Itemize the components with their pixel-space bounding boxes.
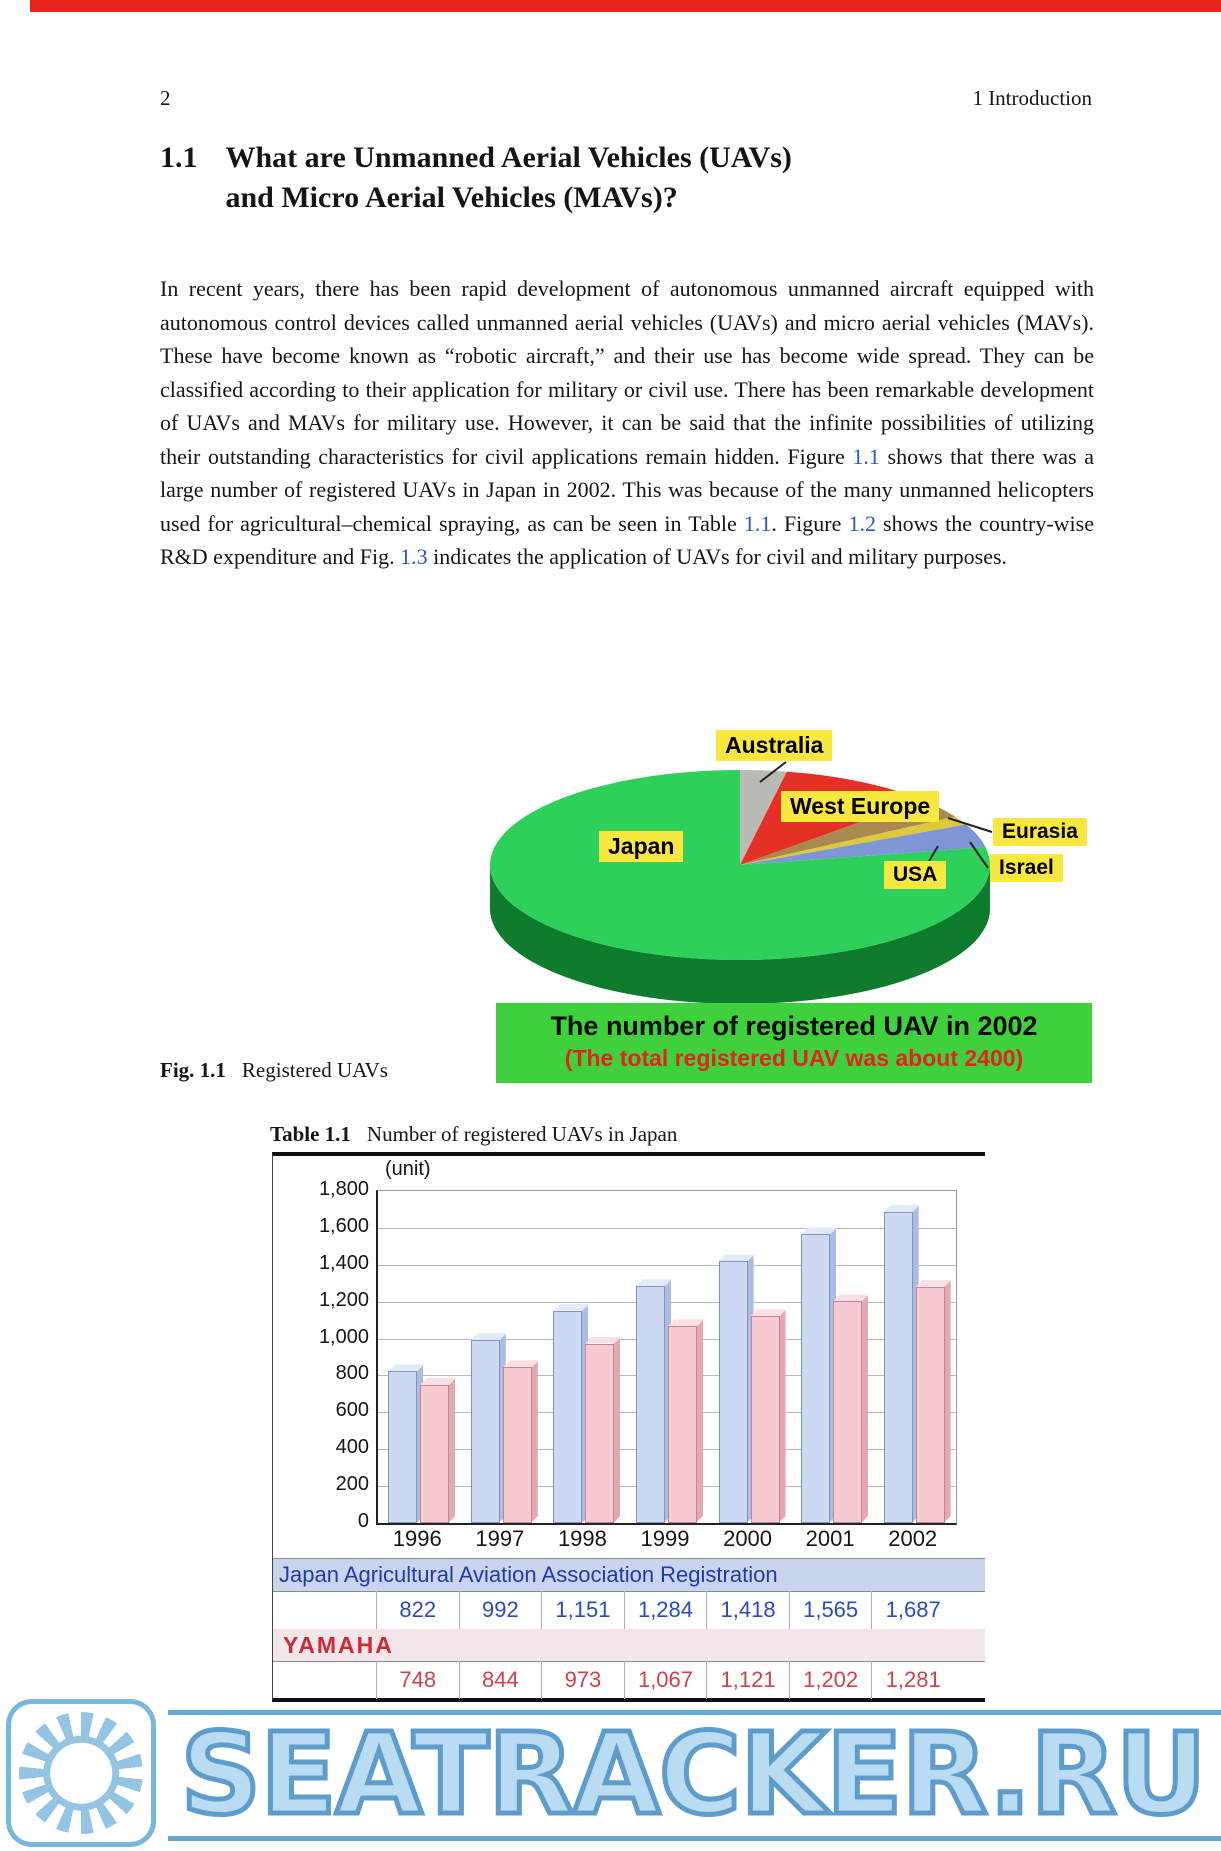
bar-chart-table xyxy=(272,1152,985,1702)
y-tick-label: 1,200 xyxy=(318,1288,369,1311)
y-tick-label: 0 xyxy=(357,1510,369,1532)
bar-jaaa-2001 xyxy=(801,1234,830,1523)
cross-ref-link[interactable]: 1.2 xyxy=(848,510,876,536)
y-tick-label: 600 xyxy=(335,1399,369,1422)
bar-side-face xyxy=(779,1309,786,1523)
bar-front-face xyxy=(719,1261,748,1523)
pie-label-usa: USA xyxy=(884,861,946,889)
red-values-row xyxy=(273,1661,985,1699)
bar-jaaa-1999 xyxy=(636,1286,665,1523)
sun-core xyxy=(43,1736,119,1811)
gridline xyxy=(378,1265,956,1266)
y-tick-label: 400 xyxy=(335,1436,369,1459)
table-cell: 1,565 xyxy=(789,1591,872,1629)
y-tick-label: 1,600 xyxy=(318,1214,369,1237)
bar-front-face xyxy=(833,1301,862,1523)
pie-label-eurasia: Eurasia xyxy=(993,818,1087,846)
pie-label-japan: Japan xyxy=(599,831,683,862)
section-heading xyxy=(160,138,792,218)
x-tick-label: 2000 xyxy=(723,1526,773,1551)
gridline xyxy=(378,1228,956,1229)
bar-yamaha-2000 xyxy=(751,1316,780,1523)
bar-plot xyxy=(376,1190,957,1525)
bar-yamaha-2001 xyxy=(833,1301,862,1523)
y-tick-label: 1,800 xyxy=(318,1178,369,1200)
bar-front-face xyxy=(636,1286,665,1523)
figure-1-1 xyxy=(478,728,1100,1088)
x-tick-label: 2001 xyxy=(805,1526,855,1551)
y-tick-label: 800 xyxy=(335,1362,369,1385)
bar-front-face xyxy=(668,1326,697,1523)
paragraph-text: . Figure xyxy=(771,510,849,536)
table-cell: 748 xyxy=(376,1661,459,1699)
cross-ref-link[interactable]: 1.3 xyxy=(400,544,428,569)
yamaha-label-row xyxy=(273,1629,985,1662)
paragraph-text: shows that there was a large number of registered UAVs in Japan in 2002. This was because of the many unmanned helicopters used for agricultural–chemical spraying, as can be seen in Table xyxy=(160,443,1094,536)
jaaa-label-row xyxy=(273,1558,985,1592)
watermark xyxy=(0,1698,1221,1851)
yamaha-label: YAMAHA xyxy=(283,1631,394,1658)
bar-side-face xyxy=(861,1294,868,1523)
y-tick-label: 1,000 xyxy=(318,1325,369,1348)
bar-yamaha-1999 xyxy=(668,1326,697,1523)
paragraph-text: indicates the application of UAVs for civil and military purposes. xyxy=(427,544,1008,569)
jaaa-label: Japan Agricultural Aviation Association Registration xyxy=(279,1562,778,1587)
running-head xyxy=(160,86,1092,111)
table-cell: 1,418 xyxy=(706,1591,789,1629)
table-cell: 822 xyxy=(376,1591,459,1629)
table-caption-label: Table 1.1 xyxy=(270,1122,351,1146)
bar-front-face xyxy=(884,1212,913,1523)
table-cell: 1,151 xyxy=(541,1591,624,1629)
table-cell: 1,067 xyxy=(624,1661,707,1699)
page-number: 2 xyxy=(160,86,171,110)
bar-jaaa-1997 xyxy=(471,1340,500,1523)
cross-ref-link[interactable]: 1.1 xyxy=(743,510,772,536)
watermark-text: SEATRACKER.RU xyxy=(180,1709,1206,1840)
bar-jaaa-2002 xyxy=(884,1212,913,1523)
table-cell: 1,687 xyxy=(871,1591,954,1629)
bar-yamaha-1997 xyxy=(503,1367,532,1523)
x-axis-years xyxy=(273,1526,985,1556)
y-tick-label: 1,400 xyxy=(318,1251,369,1274)
figure-caption-label: Fig. 1.1 xyxy=(160,1058,226,1082)
x-tick-label: 1997 xyxy=(475,1526,525,1551)
x-tick-label: 1998 xyxy=(557,1526,607,1551)
section-number: 1.1 xyxy=(160,141,198,174)
section-title-line1: What are Unmanned Aerial Vehicles (UAVs) xyxy=(225,141,792,174)
figure-caption xyxy=(160,1058,388,1083)
bar-front-face xyxy=(585,1344,614,1523)
bar-front-face xyxy=(553,1311,582,1523)
bar-front-face xyxy=(751,1316,780,1523)
table-cell: 1,281 xyxy=(871,1661,954,1699)
banner-subtitle: (The total registered UAV was about 2400) xyxy=(564,1045,1024,1071)
bar-yamaha-1996 xyxy=(420,1385,449,1523)
table-cell: 1,121 xyxy=(706,1661,789,1699)
bar-yamaha-2002 xyxy=(916,1287,945,1523)
bar-front-face xyxy=(801,1234,830,1523)
bar-front-face xyxy=(388,1371,417,1523)
x-tick-label: 1996 xyxy=(392,1526,442,1551)
bar-front-face xyxy=(503,1367,532,1523)
table-cell: 844 xyxy=(459,1661,542,1699)
x-tick-label: 1999 xyxy=(640,1526,690,1551)
bar-side-face xyxy=(531,1360,538,1523)
bar-jaaa-1998 xyxy=(553,1311,582,1523)
table-cell: 992 xyxy=(459,1591,542,1629)
table-cell: 1,202 xyxy=(789,1661,872,1699)
pie-label-israel: Israel xyxy=(990,854,1063,882)
running-header: 1 Introduction xyxy=(972,86,1092,110)
bar-side-face xyxy=(944,1280,951,1523)
y-tick-label: 200 xyxy=(335,1473,369,1496)
table-cell: 973 xyxy=(541,1661,624,1699)
bar-front-face xyxy=(420,1385,449,1523)
y-axis-unit-label: (unit) xyxy=(385,1158,431,1180)
table-caption xyxy=(270,1122,677,1147)
bar-side-face xyxy=(448,1378,455,1523)
bar-jaaa-2000 xyxy=(719,1261,748,1523)
bar-front-face xyxy=(916,1287,945,1523)
banner-title: The number of registered UAV in 2002 xyxy=(550,1011,1038,1041)
bar-side-face xyxy=(696,1319,703,1523)
bar-side-face xyxy=(613,1337,620,1523)
section-title-line2: and Micro Aerial Vehicles (MAVs)? xyxy=(225,181,678,214)
figure-caption-text: Registered UAVs xyxy=(241,1058,388,1082)
x-tick-label: 2002 xyxy=(888,1526,938,1551)
table-caption-text: Number of registered UAVs in Japan xyxy=(366,1122,678,1146)
pie-label-west-europe: West Europe xyxy=(781,791,939,822)
pie-label-australia: Australia xyxy=(716,730,832,761)
paragraph-text: shows the country-wise R&D expenditure and Fig. xyxy=(160,510,1094,569)
bar-jaaa-1996 xyxy=(388,1371,417,1523)
cross-ref-link[interactable]: 1.1 xyxy=(852,443,880,469)
figure-banner xyxy=(496,1003,1092,1083)
body-paragraph xyxy=(160,272,1094,574)
top-red-bar xyxy=(30,0,1221,12)
paragraph-text: In recent years, there has been rapid development of autonomous unmanned aircraft equipped with autonomous control devices called unmanned aerial vehicles (UAVs) and micro aerial vehicles (MAVs). These have become known as “robotic aircraft,” and their use has become wide spread. They can be classified according to their application for military or civil use. There has been remarkable development of UAVs and MAVs for military use. However, it can be said that the infinite possibilities of utilizing their outstanding characteristics for civil applications remain hidden. Figure xyxy=(160,276,1094,469)
bar-yamaha-1998 xyxy=(585,1344,614,1523)
blue-values-row xyxy=(273,1591,985,1630)
sun-logo-icon xyxy=(6,1699,156,1847)
bar-front-face xyxy=(471,1340,500,1523)
table-cell: 1,284 xyxy=(624,1591,707,1629)
